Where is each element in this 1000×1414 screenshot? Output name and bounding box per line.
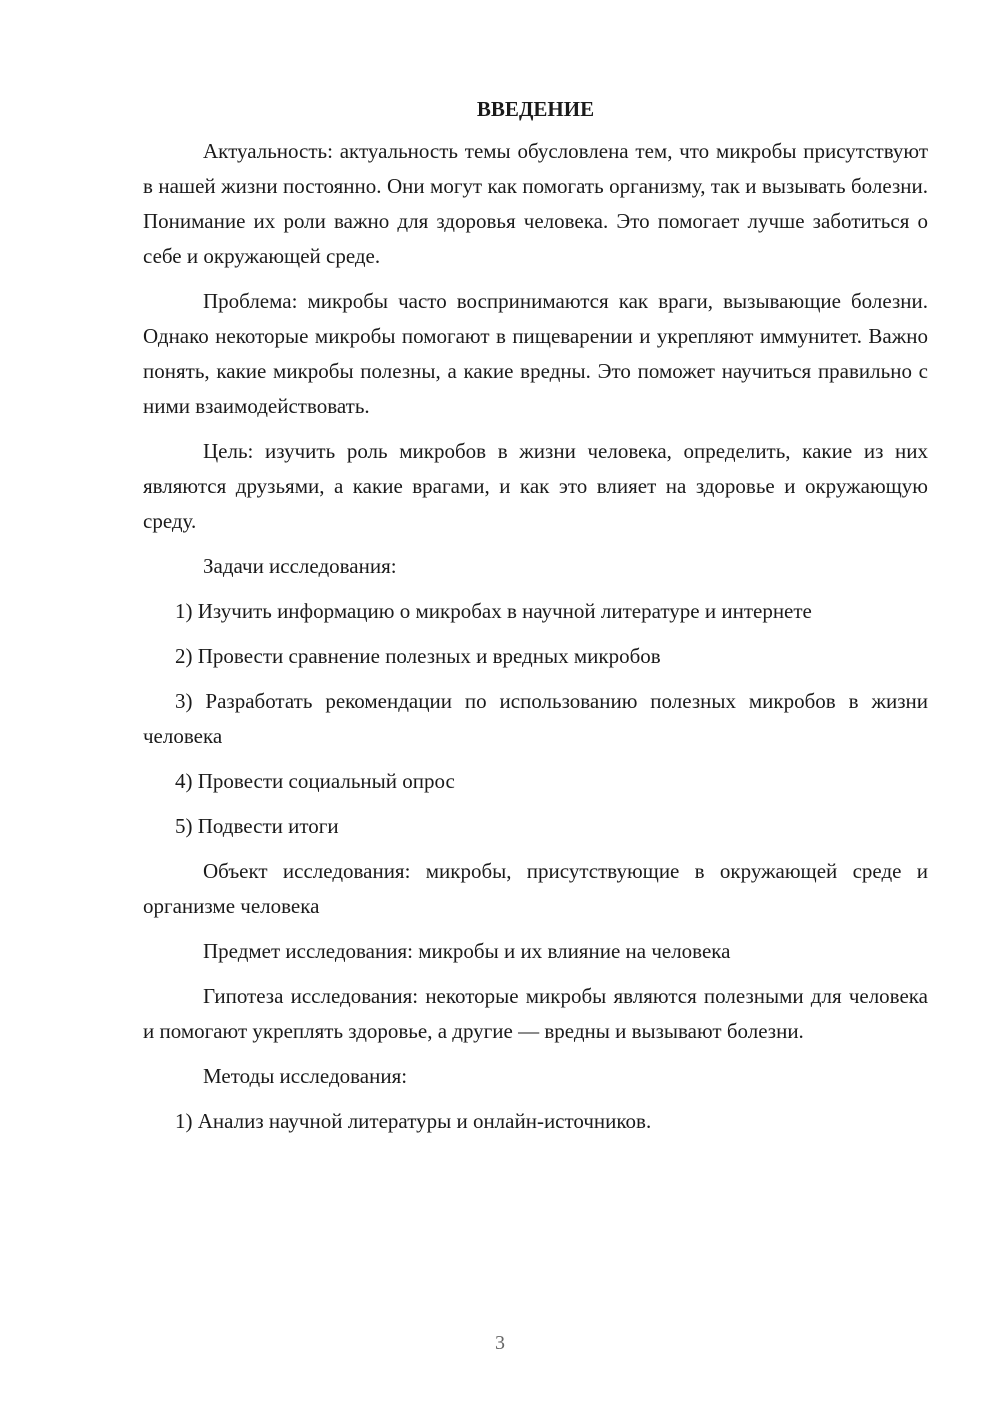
paragraph-goal: Цель: изучить роль микробов в жизни человека, определить, какие из них являются друзьями, а какие врагами, и как это влияет на здоровье и окружающую среду. [143, 439, 928, 533]
section-heading: ВВЕДЕНИЕ [476, 97, 595, 121]
task-item-3: 3) Разработать рекомендации по использованию полезных микробов в жизни человека [143, 689, 928, 748]
paragraph-tasks-heading: Задачи исследования: [203, 554, 397, 578]
paragraph-problem: Проблема: микробы часто воспринимаются как враги, вызывающие болезни. Однако некоторые микробы помогают в пищеварении и укрепляют иммунитет. Важно понять, какие микробы полезны, а какие вредны. Это поможет научиться правильно с ними взаимодействовать. [143, 289, 928, 418]
paragraph-relevance: Актуальность: актуальность темы обусловлена тем, что микробы присутствуют в нашей жизни постоянно. Они могут как помогать организму, так и вызывать болезни. Понимание их роли важно для здоровья человека. Это помогает лучше заботиться о себе и окружающей среде. [143, 139, 928, 268]
paragraph-hypothesis: Гипотеза исследования: некоторые микробы являются полезными для человека и помогают укреплять здоровье, а другие — вредны и вызывают болезни. [143, 984, 928, 1043]
method-item-1: 1) Анализ научной литературы и онлайн-источников. [175, 1109, 652, 1133]
page-number: 3 [495, 1332, 505, 1354]
task-item-5: 5) Подвести итоги [175, 814, 339, 838]
task-item-1: 1) Изучить информацию о микробах в научной литературе и интернете [175, 599, 812, 623]
paragraph-methods-heading: Методы исследования: [203, 1064, 408, 1088]
task-item-4: 4) Провести социальный опрос [175, 769, 455, 793]
page-content [143, 92, 928, 1149]
paragraph-object: Объект исследования: микробы, присутствующие в окружающей среде и организме человека [143, 859, 928, 918]
paragraph-subject: Предмет исследования: микробы и их влияние на человека [203, 939, 731, 963]
task-item-2: 2) Провести сравнение полезных и вредных микробов [175, 644, 661, 668]
